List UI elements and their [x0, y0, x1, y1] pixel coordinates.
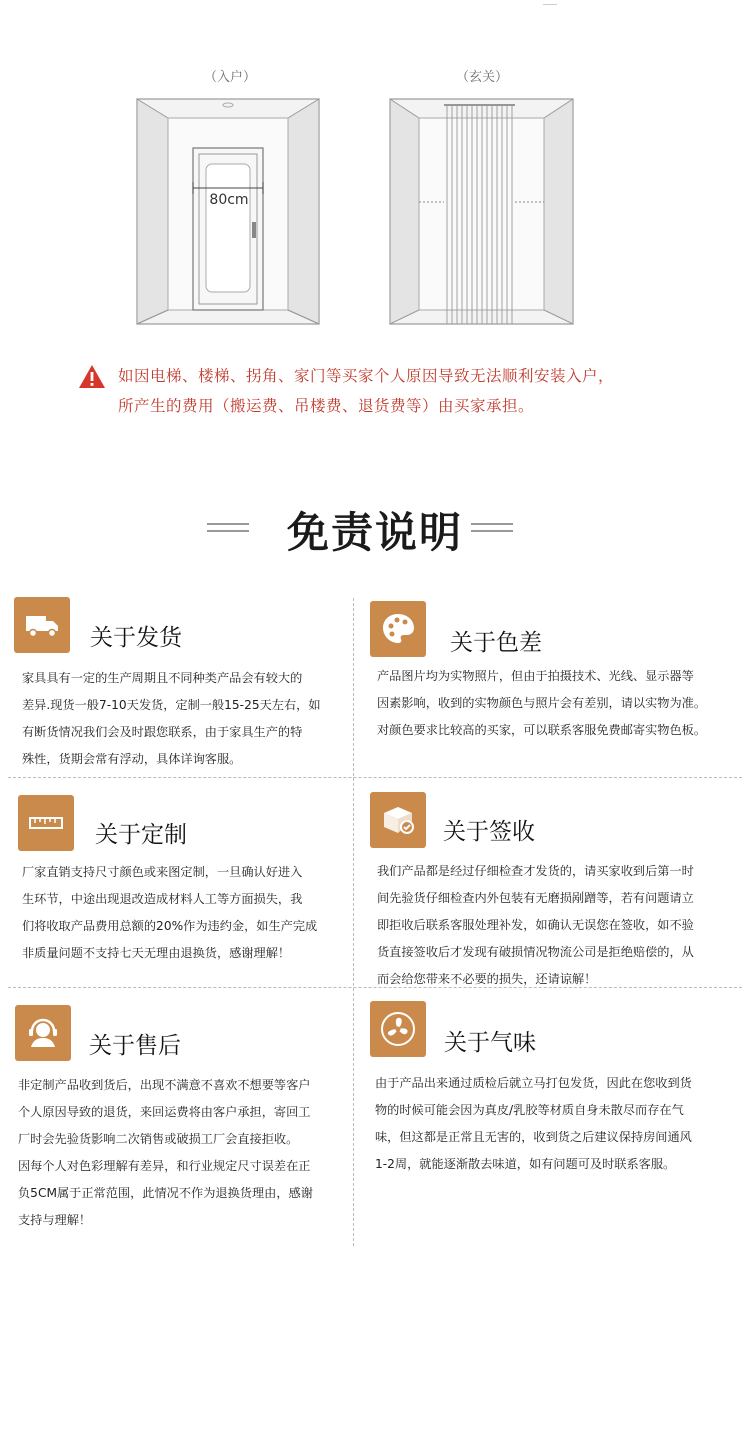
- after-sales-title: 关于售后: [89, 1033, 181, 1059]
- custom-icon-box: [18, 795, 74, 851]
- shipping-line: 殊性，货期会常有浮动，具体详询客服。: [22, 752, 242, 766]
- odor-line: 1-2周，就能逐渐散去味道，如有问题可及时联系客服。: [375, 1157, 676, 1171]
- entrance-door-diagram: [136, 98, 320, 326]
- top-mark: [543, 0, 557, 5]
- custom-line: 非质量问题不支持七天无理由退换货，感谢理解！: [22, 946, 291, 960]
- page-title: 免责说明: [286, 508, 463, 557]
- warning-triangle-icon: [78, 364, 106, 389]
- custom-title: 关于定制: [95, 822, 187, 848]
- color-diff-line: 因素影响，收到的实物颜色与照片会有差别，请以实物为准。: [377, 696, 707, 710]
- receipt-line: 间先验货仔细检查内外包装有无磨损剐蹭等，若有问题请立: [377, 891, 694, 905]
- grid-divider-row-1: [8, 777, 742, 778]
- odor-line: 味，但这都是正常且无害的，收到货之后建议保持房间通风: [375, 1130, 692, 1144]
- custom-line: 生环节，中途出现退改造成材料人工等方面损失，我: [22, 892, 303, 906]
- after-sales-line: 因每个人对色彩理解有差异，和行业规定尺寸误差在正: [18, 1159, 311, 1173]
- receipt-line: 即拒收后联系客服处理补发，如确认无误您在签收，如不验: [377, 918, 694, 932]
- after-sales-line: 负5CM属于正常范围，此情况不作为退换货理由，感谢: [18, 1186, 313, 1200]
- title-rule-right-bottom: [471, 530, 513, 532]
- after-sales-icon-box: [15, 1005, 71, 1061]
- palette-icon: [378, 609, 418, 649]
- color-diff-title: 关于色差: [450, 630, 542, 656]
- package-check-icon: [378, 800, 418, 840]
- after-sales-line: 支持与理解！: [18, 1213, 92, 1227]
- odor-line: 物的时候可能会因为真皮/乳胶等材质自身未散尽而存在气: [375, 1103, 684, 1117]
- door-width-label: 80cm: [209, 192, 249, 208]
- receipt-icon-box: [370, 792, 426, 848]
- shipping-line: 家具具有一定的生产周期且不同种类产品会有较大的: [22, 671, 303, 685]
- odor-title: 关于气味: [444, 1030, 536, 1056]
- headset-icon: [23, 1013, 63, 1053]
- right-diagram-caption: （玄关）: [455, 70, 508, 85]
- foyer-curtain-diagram: [389, 98, 575, 326]
- shipping-body: [22, 665, 352, 773]
- color-diff-line: 产品图片均为实物照片，但由于拍摄技术、光线、显示器等: [377, 669, 694, 683]
- receipt-line: 而会给您带来不必要的损失，还请谅解！: [377, 972, 597, 986]
- after-sales-body: [18, 1072, 353, 1234]
- shipping-icon-box: [14, 597, 70, 653]
- odor-icon-box: [370, 1001, 426, 1057]
- after-sales-line: 个人原因导致的退货，来回运费将由客户承担，寄回工: [18, 1105, 311, 1119]
- left-diagram-caption: （入户）: [203, 70, 256, 85]
- receipt-line: 货直接签收后才发现有破损情况物流公司是拒绝赔偿的，从: [377, 945, 694, 959]
- after-sales-line: 厂时会先验货影响二次销售或破损工厂会直接拒收。: [18, 1132, 299, 1146]
- shipping-title: 关于发货: [90, 625, 182, 651]
- after-sales-line: 非定制产品收到货后，出现不满意不喜欢不想要等客户: [18, 1078, 311, 1092]
- receipt-body: [377, 858, 747, 993]
- color-diff-body: [377, 663, 747, 744]
- shipping-line: 有断货情况我们会及时跟您联系，由于家具生产的特: [22, 725, 303, 739]
- odor-body: [375, 1070, 745, 1178]
- grid-vertical-divider: [353, 598, 354, 1246]
- color-diff-line: 对颜色要求比较高的买家，可以联系客服免费邮寄实物色板。: [377, 723, 707, 737]
- color-icon-box: [370, 601, 426, 657]
- custom-line: 厂家直销支持尺寸颜色或来图定制，一旦确认好进入: [22, 865, 303, 879]
- title-rule-right-top: [471, 523, 513, 525]
- receipt-line: 我们产品都是经过仔细检查才发货的，请买家收到后第一时: [377, 864, 694, 878]
- receipt-title: 关于签收: [443, 819, 535, 845]
- odor-line: 由于产品出来通过质检后就立马打包发货，因此在您收到货: [375, 1076, 692, 1090]
- custom-line: 们将收取产品费用总额的20%作为违约金，如生产完成: [22, 919, 318, 933]
- shipping-line: 差异.现货一般7-10天发货，定制一般15-25天左右，如: [22, 698, 321, 712]
- ruler-icon: [26, 803, 66, 843]
- warning-line-2: 所产生的费用（搬运费、吊楼费、退货费等）由买家承担。: [118, 397, 535, 415]
- truck-icon: [22, 605, 62, 645]
- fan-icon: [378, 1009, 418, 1049]
- custom-body: [22, 859, 352, 967]
- warning-line-1: 如因电梯、楼梯、拐角、家门等买家个人原因导致无法顺利安装入户，: [118, 367, 615, 385]
